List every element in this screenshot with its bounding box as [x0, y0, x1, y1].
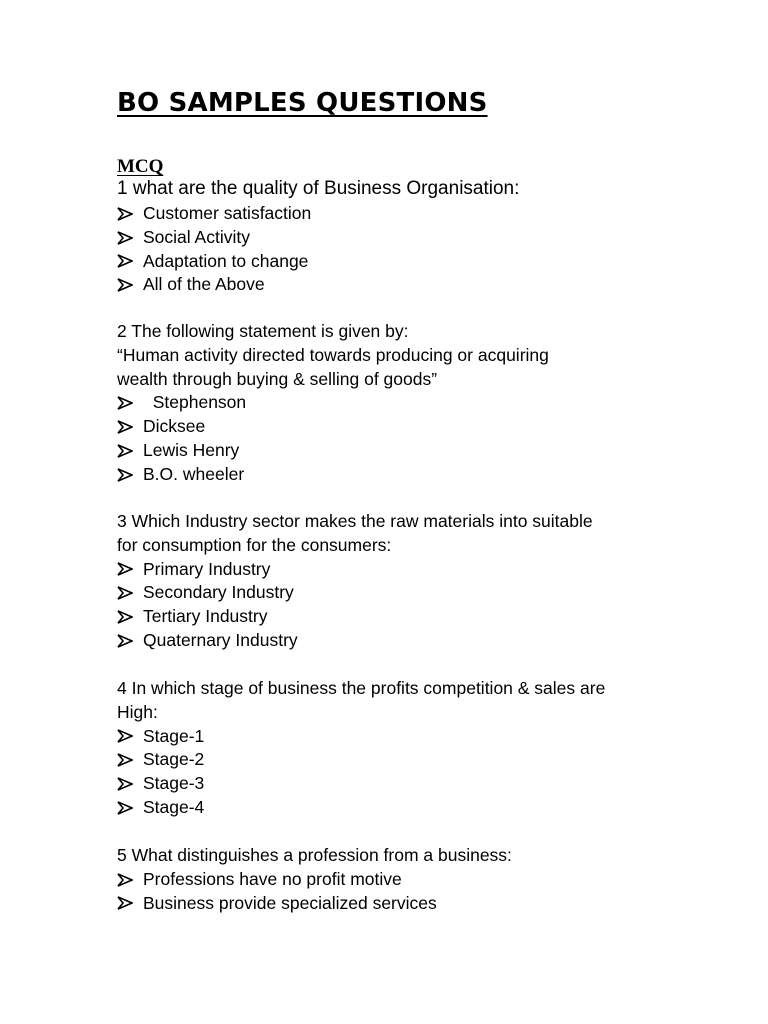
- option-item: [117, 226, 311, 250]
- arrow-bullet-icon: [117, 753, 143, 767]
- question-4-text-line-2: High:: [117, 701, 158, 722]
- option-item: [117, 415, 549, 439]
- option-label: Stage-1: [143, 725, 205, 746]
- option-item: [117, 796, 605, 820]
- question-5-text: 5 What distinguishes a profession from a business:: [117, 845, 512, 865]
- arrow-bullet-icon: [117, 444, 143, 458]
- option-label: Quaternary Industry: [143, 629, 298, 650]
- option-label: All of the Above: [143, 274, 265, 295]
- option-label: Customer satisfaction: [143, 203, 312, 223]
- option-label: B.O. wheeler: [143, 463, 245, 484]
- option-label: Stage-2: [143, 749, 205, 770]
- option-item: [117, 439, 549, 463]
- option-label: Adaptation to change: [143, 250, 309, 271]
- option-label: Dicksee: [143, 416, 206, 437]
- arrow-bullet-icon: [117, 468, 143, 482]
- option-label: Stage-4: [143, 796, 205, 817]
- option-item: [117, 629, 593, 653]
- option-label: Tertiary Industry: [143, 606, 268, 627]
- arrow-bullet-icon: [117, 610, 143, 624]
- option-item: [117, 892, 512, 916]
- arrow-bullet-icon: [117, 278, 143, 292]
- option-item: [117, 581, 593, 605]
- option-label: Stephenson: [143, 392, 247, 413]
- option-label: Lewis Henry: [143, 439, 240, 460]
- arrow-bullet-icon: [117, 896, 143, 910]
- question-2: [117, 320, 549, 487]
- option-label: Business provide specialized services: [143, 892, 437, 913]
- option-item: [117, 250, 311, 274]
- arrow-bullet-icon: [117, 873, 143, 887]
- section-heading: MCQ: [117, 156, 164, 177]
- option-item: [117, 558, 593, 582]
- option-label: Secondary Industry: [143, 582, 294, 603]
- option-item: [117, 868, 512, 892]
- option-label: Stage-3: [143, 773, 205, 794]
- option-item: [117, 202, 311, 226]
- arrow-bullet-icon: [117, 777, 143, 791]
- arrow-bullet-icon: [117, 207, 143, 221]
- arrow-bullet-icon: [117, 231, 143, 245]
- arrow-bullet-icon: [117, 586, 143, 600]
- option-label: Social Activity: [143, 226, 250, 247]
- option-item: [117, 605, 593, 629]
- question-3-text-line-2: for consumption for the consumers:: [117, 534, 392, 555]
- question-3-text-line-1: 3 Which Industry sector makes the raw materials into suitable: [117, 511, 593, 531]
- option-label: Primary Industry: [143, 558, 271, 579]
- question-4-text-line-1: 4 In which stage of business the profits competition & sales are: [117, 678, 606, 698]
- arrow-bullet-icon: [117, 254, 143, 268]
- question-2-text: 2 The following statement is given by:: [117, 321, 409, 341]
- option-item: [117, 748, 605, 772]
- arrow-bullet-icon: [117, 634, 143, 648]
- option-item: [117, 725, 605, 749]
- arrow-bullet-icon: [117, 420, 143, 434]
- option-label: Professions have no profit motive: [143, 868, 402, 889]
- arrow-bullet-icon: [117, 562, 143, 576]
- question-5: [117, 844, 512, 915]
- arrow-bullet-icon: [117, 396, 143, 410]
- option-item: [117, 273, 311, 297]
- question-3: [117, 510, 593, 653]
- question-2-quote-line-1: “Human activity directed towards producing or acquiring: [117, 344, 549, 365]
- arrow-bullet-icon: [117, 801, 143, 815]
- page-title: BO SAMPLES QUESTIONS: [117, 88, 488, 118]
- option-item: [117, 463, 549, 487]
- question-1-text: 1 what are the quality of Business Organisation:: [117, 178, 520, 199]
- question-1-options: [117, 202, 311, 297]
- option-item: [117, 772, 605, 796]
- arrow-bullet-icon: [117, 729, 143, 743]
- question-2-quote-line-2: wealth through buying & selling of goods”: [117, 368, 438, 389]
- option-item: [117, 391, 549, 415]
- question-4: [117, 677, 605, 820]
